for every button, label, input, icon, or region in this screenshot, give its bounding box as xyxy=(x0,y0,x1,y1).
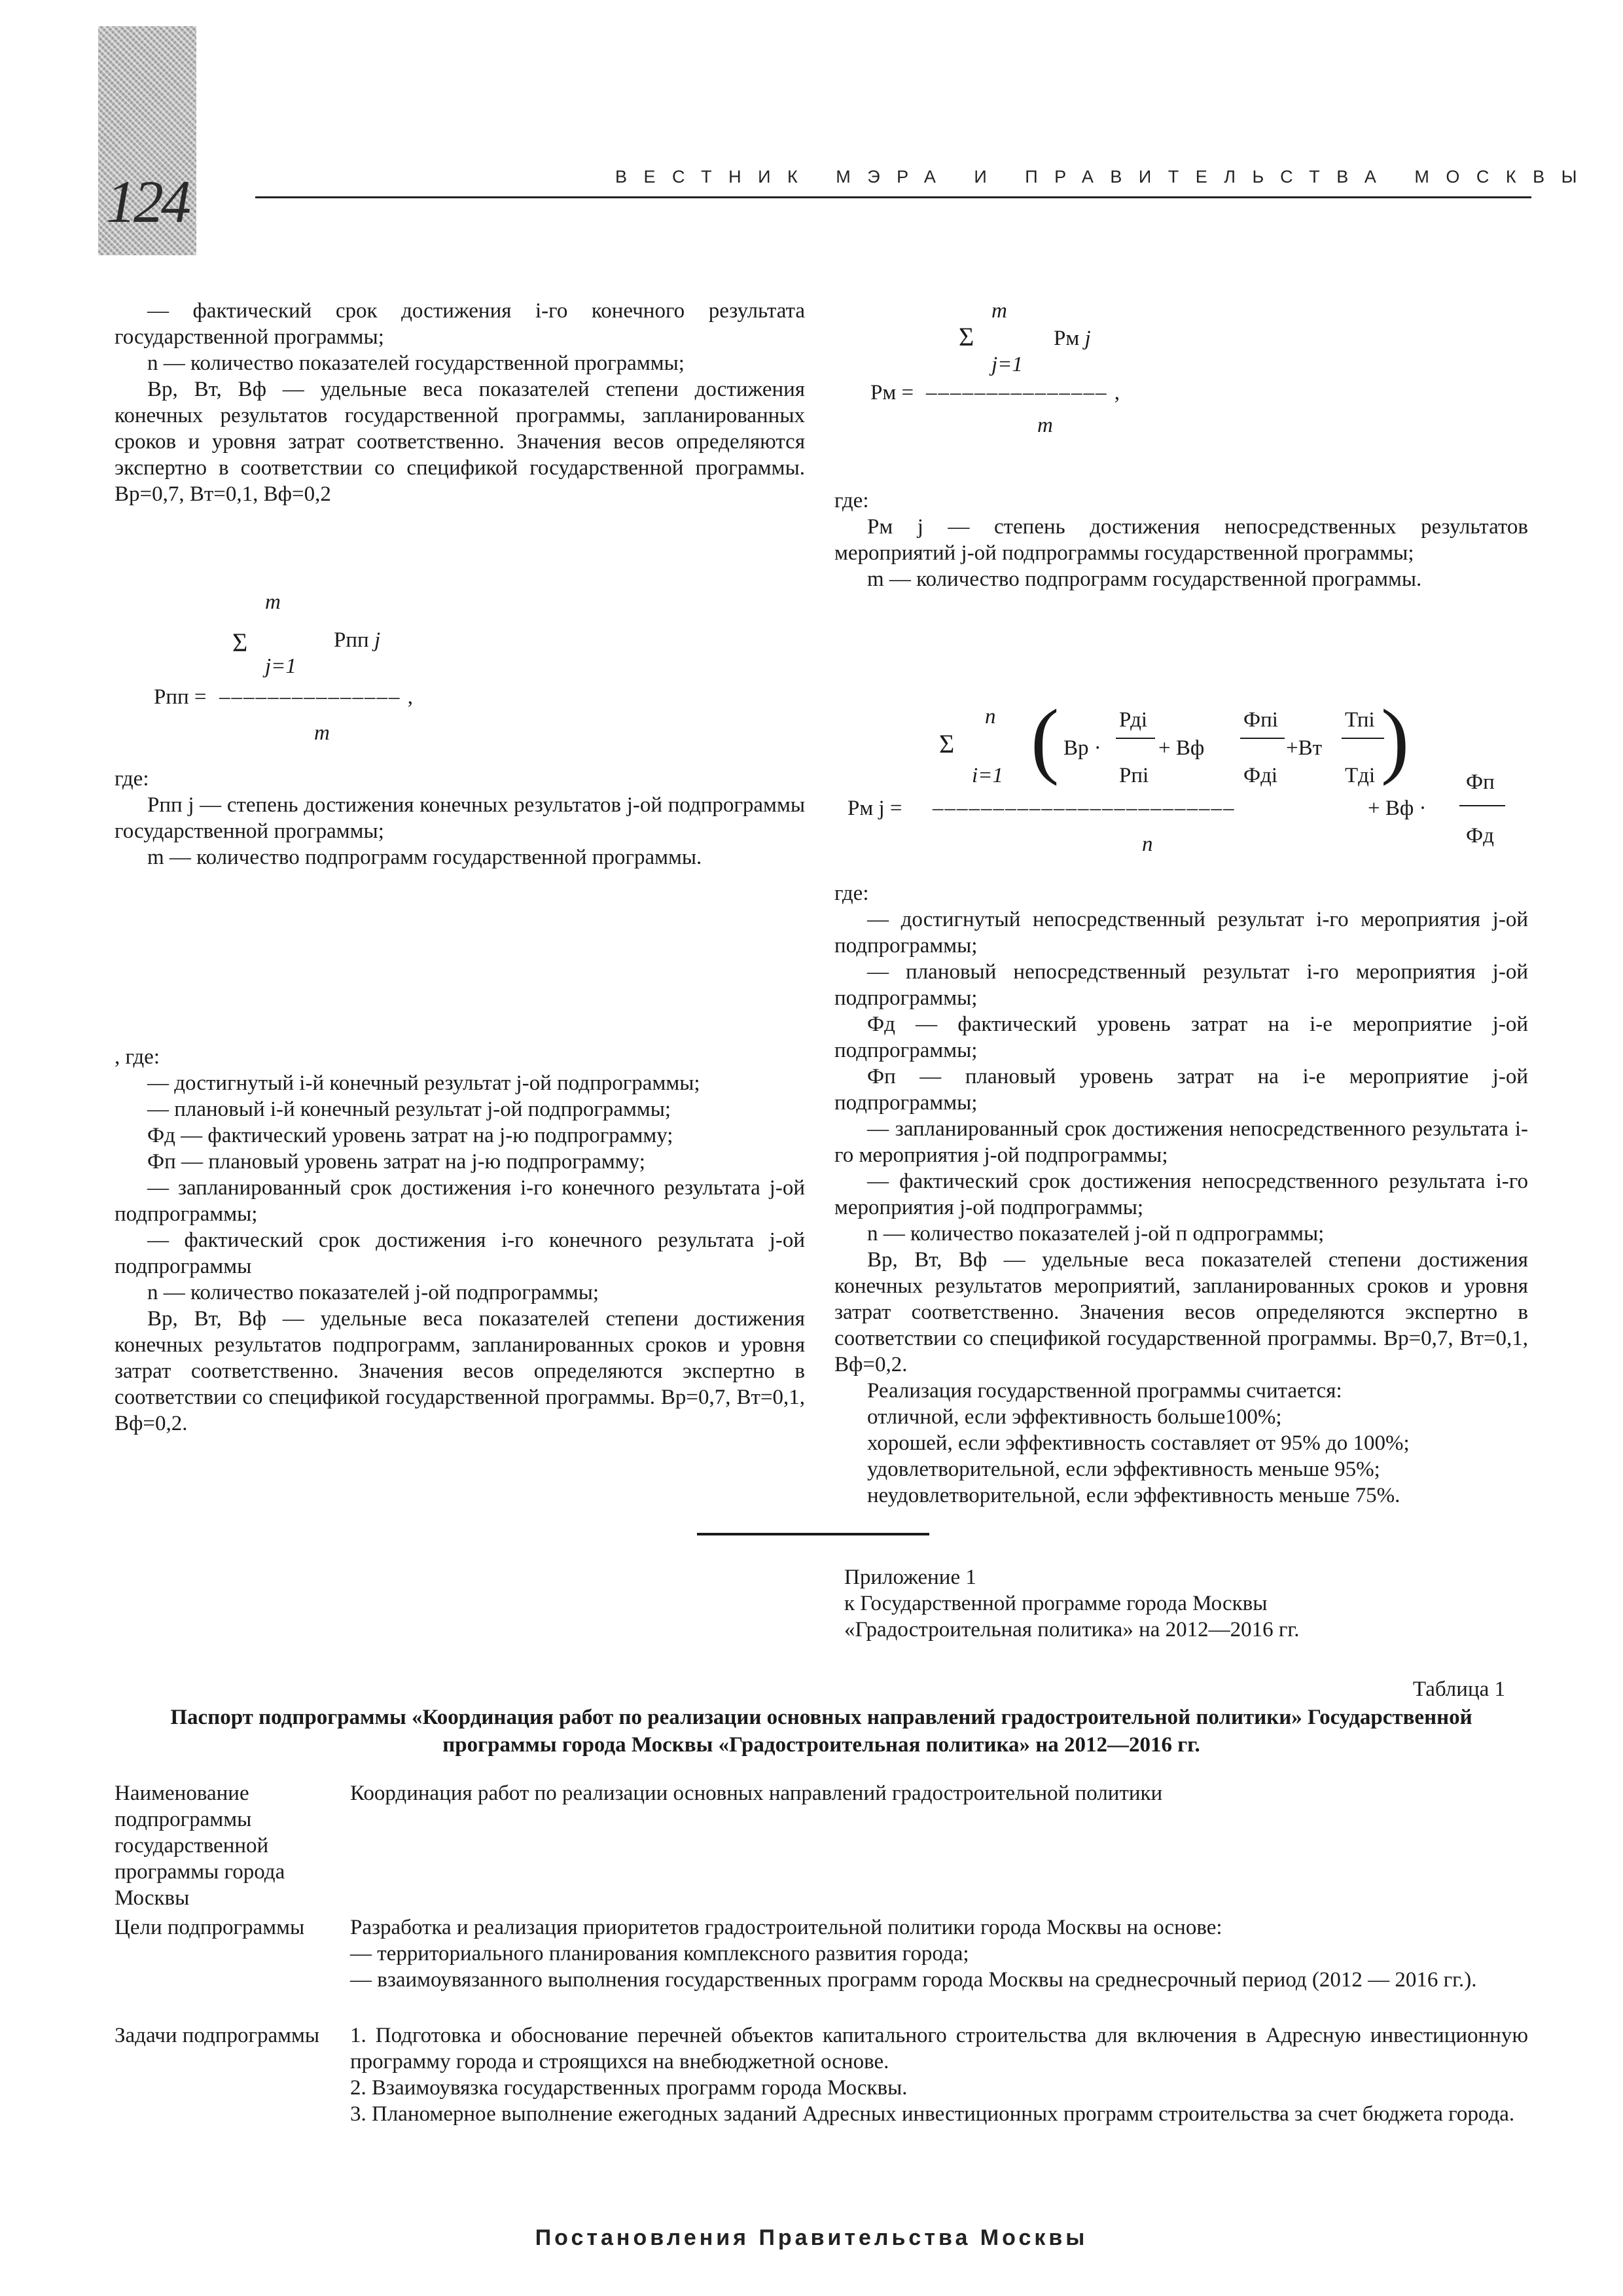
rd-numerator: Рдi xyxy=(1119,708,1148,732)
plus-vf: + Вф xyxy=(1158,736,1205,760)
fp-numerator: Фпi xyxy=(1243,708,1278,732)
paragraph: Фп — плановый уровень затрат на j-ю подпрограмму; xyxy=(147,1150,645,1174)
value-line: Разработка и реализация приоритетов градостроительной политики города Москвы на основе: xyxy=(350,1916,1222,1939)
sum-upper: m xyxy=(991,299,1007,323)
appendix-line: «Градостроительная политика» на 2012—2016 гг. xyxy=(844,1618,1300,1641)
paragraph: — фактический срок достижения i-го конечного результата государственной программы; xyxy=(115,299,805,349)
passport-title: Паспорт подпрограммы «Координация работ по реализации основных направлений градостроительной политики» Государственной программы города Москвы «Градостроительная политика» на 2012—2016 гг. xyxy=(170,1706,1472,1757)
paragraph: Рм j — степень достижения непосредственных результатов мероприятий j-ой подпрограммы государственной программы; xyxy=(834,515,1528,565)
sum-lower: i=1 xyxy=(972,764,1003,787)
fraction-bar xyxy=(1116,738,1155,739)
paragraph: где: xyxy=(834,489,869,512)
paragraph: , где: xyxy=(115,1045,160,1069)
row-value xyxy=(350,2022,1528,2127)
formula-rm xyxy=(834,298,1528,448)
value-line: — территориального планирования комплексного развития города; xyxy=(350,1942,969,1965)
paren-right: ) xyxy=(1381,692,1410,787)
paren-left: ( xyxy=(1031,692,1060,787)
formula-lhs: Рпп = xyxy=(154,685,207,709)
rp-denominator: Рпi xyxy=(1119,764,1149,787)
fd-denominator: Фдi xyxy=(1243,764,1278,787)
header-rule xyxy=(255,196,1531,198)
paragraph: m — количество подпрограмм государственной программы. xyxy=(147,846,702,869)
formula-rmj xyxy=(834,692,1528,861)
left-where-subprogram xyxy=(115,1044,805,1437)
tail-vf: + Вф · xyxy=(1368,797,1427,820)
value-line: — взаимоувязанного выполнения государственных программ города Москвы на среднесрочный период (2012 — 2016 гг.). xyxy=(350,1968,1477,1992)
table-label: Таблица 1 xyxy=(1412,1677,1505,1701)
left-where-rpp xyxy=(115,766,805,870)
sum-term xyxy=(334,627,380,653)
paragraph: Фд — фактический уровень затрат на i-е мероприятие j-ой подпрограммы; xyxy=(834,1013,1528,1062)
sum-symbol: Σ xyxy=(939,729,955,759)
paragraph: n — количество показателей j-ой п одпрограммы; xyxy=(867,1222,1325,1246)
paragraph: — плановый непосредственный результат i-го мероприятия j-ой подпрограммы; xyxy=(834,960,1528,1010)
paragraph: n — количество показателей государственной программы; xyxy=(147,351,685,375)
fp-numerator-2: Фп xyxy=(1466,770,1495,794)
paragraph: — запланированный срок достижения i-го конечного результата j-ой подпрограммы; xyxy=(115,1176,805,1226)
value-line: 3. Планомерное выполнение ежегодных заданий Адресных инвестиционных программ строительства за счет бюджета города. xyxy=(350,2102,1515,2126)
fraction-bar xyxy=(1342,738,1384,739)
fraction-line: ––––––––––––––––––––––––– xyxy=(933,797,1236,820)
page-number: 124 xyxy=(106,168,188,235)
value-line: 1. Подготовка и обоснование перечней объектов капитального строительства для включения в Адресную инвестиционную программу города и строящихся на внебюджетной основе. xyxy=(350,2024,1528,2073)
paragraph: — фактический срок достижения i-го конечного результата j-ой подпрограммы xyxy=(115,1229,805,1278)
term-index: j xyxy=(374,628,381,652)
paragraph: Рпп j — степень достижения конечных результатов j-ой подпрограммы государственной программы; xyxy=(115,793,805,843)
paragraph: где: xyxy=(834,882,869,905)
paragraph: Фп — плановый уровень затрат на i-е мероприятие j-ой подпрограммы; xyxy=(834,1065,1528,1115)
paragraph: — достигнутый непосредственный результат i-го мероприятия j-ой подпрограммы; xyxy=(834,908,1528,958)
paragraph: — фактический срок достижения непосредственного результата i-го мероприятия j-ой подпрограммы; xyxy=(834,1170,1528,1219)
paragraph: — достигнутый i-й конечный результат j-ой подпрограммы; xyxy=(147,1071,700,1095)
paragraph: m — количество подпрограмм государственной программы. xyxy=(867,567,1422,591)
plus-vt: +Вт xyxy=(1286,736,1323,760)
sum-symbol: Σ xyxy=(232,628,248,657)
paragraph: — запланированный срок достижения непосредственного результата i-го мероприятия j-ой подпрограммы; xyxy=(834,1117,1528,1167)
row-label: Наименование подпрограммы государственной программы города Москвы xyxy=(115,1782,285,1910)
term-label: Рпп xyxy=(334,628,369,652)
row-value xyxy=(350,1914,1528,1993)
appendix-line: к Государственной программе города Москвы xyxy=(844,1592,1268,1615)
appendix-line: Приложение 1 xyxy=(844,1566,976,1589)
rating-item: хорошей, если эффективность составляет от 95% до 100%; xyxy=(867,1431,1410,1455)
page-number-block xyxy=(98,26,196,255)
formula-lhs: Рм j = xyxy=(847,797,902,820)
value-line: 2. Взаимоувязка государственных программ города Москвы. xyxy=(350,2076,908,2100)
formula-rpp xyxy=(115,589,805,746)
paragraph: где: xyxy=(115,767,149,791)
fd-denominator-2: Фд xyxy=(1466,824,1494,848)
rating-item: отличной, если эффективность больше100%; xyxy=(867,1405,1282,1429)
paragraph: Реализация государственной программы считается: xyxy=(867,1379,1342,1403)
fraction-line: ––––––––––––––– , xyxy=(926,381,1121,404)
sum-term xyxy=(1054,325,1091,351)
sum-upper: n xyxy=(985,705,996,728)
tp-numerator: Тпi xyxy=(1345,708,1375,732)
left-top-text xyxy=(115,298,805,507)
fraction-bar xyxy=(1240,738,1285,739)
rating-item: неудовлетворительной, если эффективность меньше 75%. xyxy=(867,1484,1400,1507)
fraction-line: ––––––––––––––– , xyxy=(219,685,414,709)
sum-lower: j=1 xyxy=(991,353,1023,376)
sum-upper: m xyxy=(265,590,281,614)
row-label: Цели подпрограммы xyxy=(115,1916,305,1939)
denominator: n xyxy=(1142,833,1153,856)
rating-item: удовлетворительной, если эффективность меньше 95%; xyxy=(867,1458,1380,1481)
paragraph: — плановый i-й конечный результат j-ой подпрограммы; xyxy=(147,1098,671,1121)
paragraph: Вр, Вт, Вф — удельные веса показателей степени достижения конечных результатов государственной программы, запланированных сроков и уровня затрат соответственно. Значения весов определяются экспертно в соответствии со спецификой государственной программы. Вр=0,7, Вт=0,1, Вф=0,2 xyxy=(115,378,805,506)
term-label: Рм xyxy=(1054,327,1080,350)
paragraph: Вр, Вт, Вф — удельные веса показателей степени достижения конечных результатов подпрограмм, запланированных сроков и уровня затрат соответственно. Значения весов определяются экспертно в соответствии со спецификой государственной программы. Вр=0,7, Вт=0,1, Вф=0,2. xyxy=(115,1307,805,1435)
formula-lhs: Рм = xyxy=(870,381,914,404)
section-separator xyxy=(697,1533,929,1535)
vr-label: Вр · xyxy=(1063,736,1101,760)
sum-symbol: Σ xyxy=(959,322,974,351)
paragraph: n — количество показателей j-ой подпрограммы; xyxy=(147,1281,599,1304)
denominator: m xyxy=(1037,414,1053,437)
right-where-rmj xyxy=(834,880,1528,1509)
right-where-rm xyxy=(834,488,1528,592)
sum-lower: j=1 xyxy=(265,655,296,678)
footer-title: Постановления Правительства Москвы xyxy=(535,2225,1088,2250)
denominator: m xyxy=(314,721,330,745)
appendix-note xyxy=(844,1564,1299,1643)
row-value: Координация работ по реализации основных направлений градостроительной политики xyxy=(350,1782,1163,1805)
journal-title: ВЕСТНИК МЭРА И ПРАВИТЕЛЬСТВА МОСКВЫ xyxy=(615,167,1594,187)
fraction-bar xyxy=(1459,805,1505,806)
td-denominator: Тдi xyxy=(1345,764,1376,787)
row-label: Задачи подпрограммы xyxy=(115,2024,320,2047)
paragraph: Фд — фактический уровень затрат на j-ю подпрограмму; xyxy=(147,1124,673,1147)
term-index: j xyxy=(1084,327,1091,350)
paragraph: Вр, Вт, Вф — удельные веса показателей степени достижения конечных результатов мероприятий, запланированных сроков и уровня затрат соответственно. Значения весов определяются экспертно в соответствии со спецификой государственной программы. Вр=0,7, Вт=0,1, Вф=0,2. xyxy=(834,1248,1528,1376)
